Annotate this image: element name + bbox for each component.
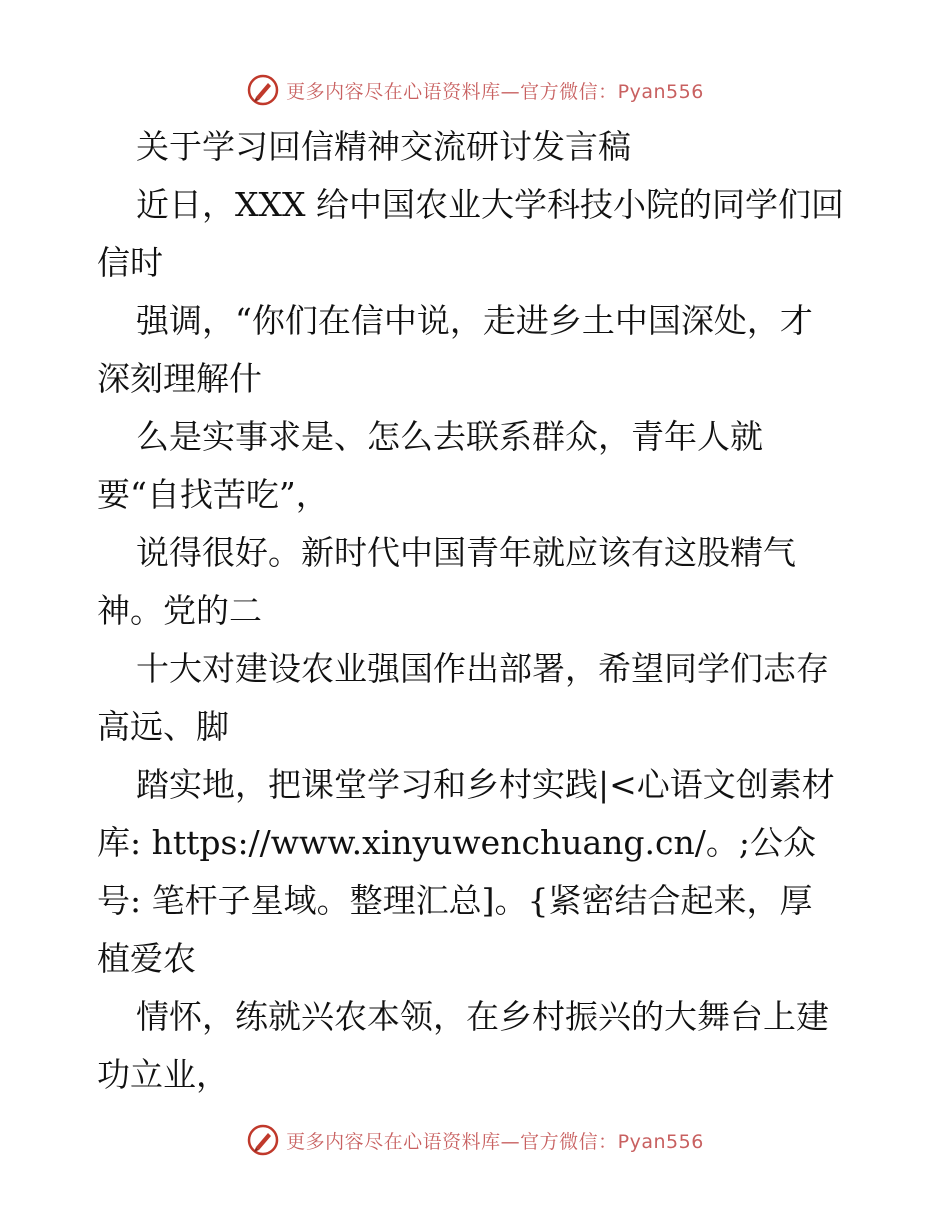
header-banner <box>0 70 950 110</box>
text-line: 神。党的二 <box>97 591 262 630</box>
text-line: 植爱农 <box>97 939 196 978</box>
text-line: 十大对建设农业强国作出部署，希望同学们志存 <box>136 649 829 688</box>
text-line: 近日，XXX 给中国农业大学科技小院的同学们回 <box>136 185 844 224</box>
text-line: 信时 <box>97 243 163 282</box>
text-line: 功立业， <box>97 1055 229 1094</box>
pen-logo-icon <box>246 73 280 107</box>
text-line: 情怀，练就兴农本领，在乡村振兴的大舞台上建 <box>136 997 829 1036</box>
footer-banner-text: 更多内容尽在心语资料库—官方微信：Pyan556 <box>286 1130 704 1153</box>
text-line: 强调，“你们在信中说，走进乡土中国深处，才 <box>136 301 813 340</box>
text-line: 说得很好。新时代中国青年就应该有这股精气 <box>136 533 796 572</box>
text-line: 要“自找苦吃”， <box>97 475 329 514</box>
text-line: 踏实地，把课堂学习和乡村实践|<心语文创素材 <box>136 765 835 804</box>
text-line: 高远、脚 <box>97 707 229 746</box>
text-line: 么是实事求是、怎么去联系群众，青年人就 <box>136 417 763 456</box>
document-body <box>97 118 857 1104</box>
text-line: 号: 笔杆子星域。整理汇总]。{紧密结合起来，厚 <box>97 881 813 920</box>
text-line: 深刻理解什 <box>97 359 262 398</box>
pen-logo-icon <box>246 1123 280 1157</box>
footer-banner <box>0 1120 950 1160</box>
header-banner-text: 更多内容尽在心语资料库—官方微信：Pyan556 <box>286 80 704 103</box>
document-title: 关于学习回信精神交流研讨发言稿 <box>136 127 631 166</box>
text-line: 库: https://www.xinyuwenchuang.cn/。;公众 <box>97 823 816 862</box>
